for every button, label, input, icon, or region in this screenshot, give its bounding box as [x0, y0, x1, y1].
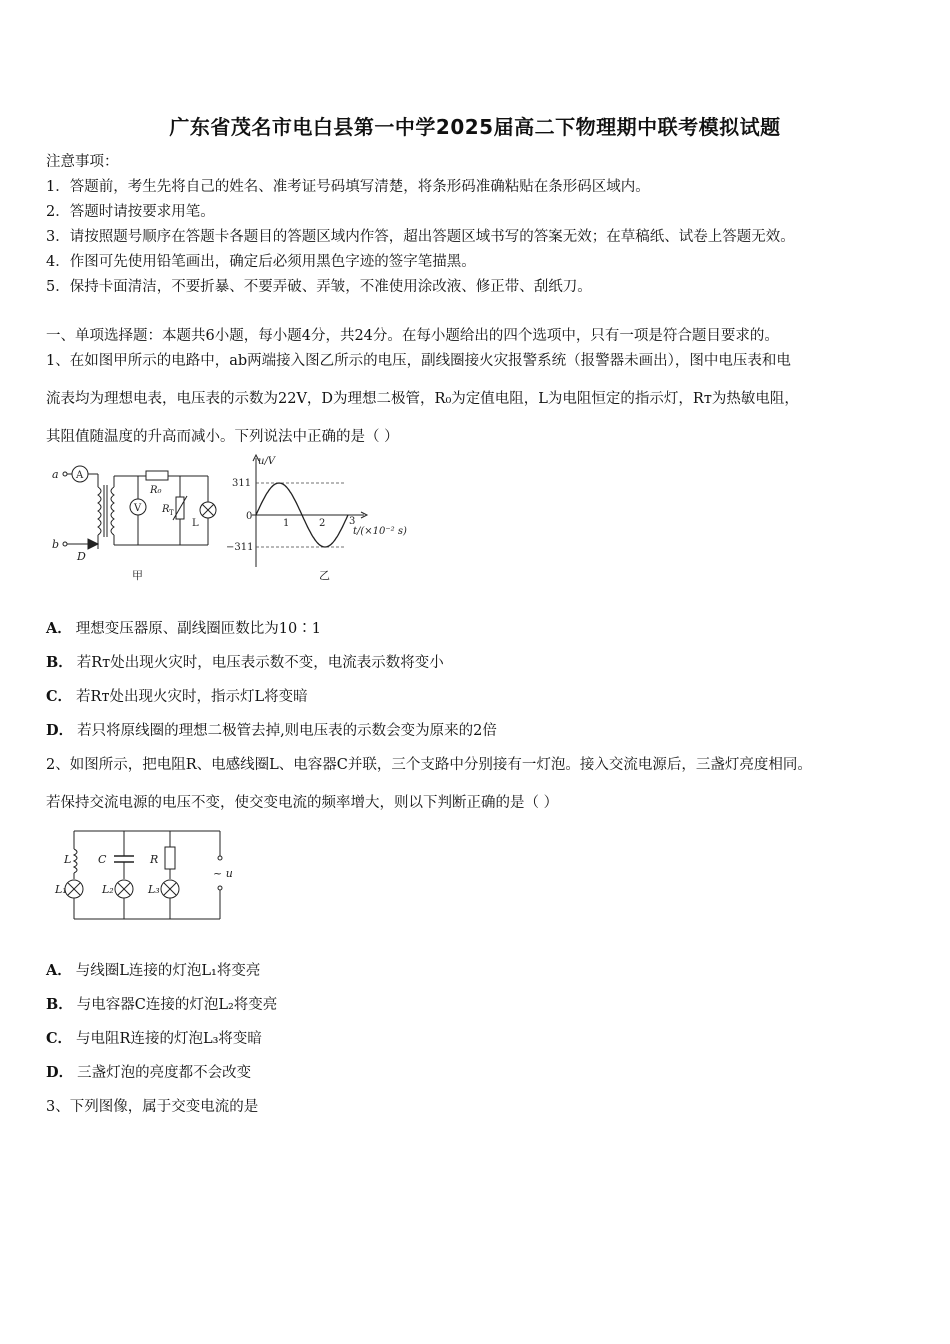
label-ammeter: A — [76, 470, 84, 481]
diode-icon — [88, 539, 98, 549]
notice-item: 4．作图可先使用铅笔画出，确定后必须用黑色字迹的签字笔描黑。 — [46, 254, 476, 270]
t1-label: 1 — [283, 518, 290, 529]
label-lamp: L — [192, 518, 199, 529]
label-r: R — [150, 853, 159, 866]
primary-coil-icon — [98, 487, 101, 535]
section-heading: 一、单项选择题：本题共6小题，每小题4分，共24分。在每小题给出的四个选项中，只有一项是符合题目要求的。 — [46, 328, 779, 344]
q2-option-c[interactable]: C． 与电阻R连接的灯泡L₃将变暗 — [46, 1030, 262, 1047]
q3-stem: 3、下列图像，属于交变电流的是 — [46, 1099, 259, 1115]
label-l3: L₃ — [148, 883, 160, 896]
caption-right: 乙 — [319, 569, 330, 582]
r0-resistor-icon — [146, 471, 168, 480]
notice-heading: 注意事项： — [46, 154, 119, 170]
label-l1: L₁ — [55, 883, 67, 896]
q1-stem-line: 其阻值随温度的升高而减小。下列说法中正确的是（ ） — [46, 429, 399, 445]
t2-label: 2 — [319, 518, 326, 529]
q2-figure — [50, 823, 250, 923]
y-min-label: −311 — [226, 542, 254, 553]
label-r0: R₀ — [150, 485, 162, 496]
resistor-icon — [165, 847, 175, 869]
y-axis-label: u/V — [258, 456, 276, 467]
waveform-plot — [226, 455, 407, 582]
q2-option-a[interactable]: A． 与线圈L连接的灯泡L₁将变亮 — [46, 962, 261, 979]
q2-option-b[interactable]: B． 与电容器C连接的灯泡L₂将变亮 — [46, 996, 278, 1013]
q2-option-d[interactable]: D． 三盏灯泡的亮度都不会改变 — [46, 1064, 252, 1081]
q1-stem-line: 1、在如图甲所示的电路中，ab两端接入图乙所示的电压，副线圈接火灾报警系统（报警器未画出），图中电压表和电 — [46, 353, 791, 369]
label-d: D — [77, 550, 86, 563]
inductor-icon — [74, 849, 77, 873]
notice-item: 2．答题时请按要求用笔。 — [46, 204, 215, 220]
label-l: L — [64, 853, 72, 866]
label-voltmeter: V — [134, 503, 142, 514]
origin-label: 0 — [246, 511, 253, 522]
secondary-coil-icon — [111, 487, 114, 535]
q1-option-d[interactable]: D． 若只将原线圈的理想二极管去掉,则电压表的示数会变为原来的2倍 — [46, 722, 497, 739]
caption-left: 甲 — [132, 569, 143, 582]
label-rt-sub: T — [169, 509, 174, 517]
q1-figure — [46, 452, 426, 587]
q1-stem-line: 流表均为理想电表，电压表的示数为22V，D为理想二极管，R₀为定值电阻，L为电阻恒定的指示灯，Rт为热敏电阻， — [46, 391, 799, 407]
q2-stem-line: 2、如图所示，把电阻R、电感线圈L、电容器C并联，三个支路中分别接有一灯泡。接入交流电源后，三盏灯亮度相同。 — [46, 757, 812, 773]
label-source: ~ u — [213, 867, 233, 880]
label-b: b — [52, 538, 60, 551]
label-l2: L₂ — [102, 883, 114, 896]
notice-item: 1．答题前，考生先将自己的姓名、准考证号码填写清楚，将条形码准确粘贴在条形码区域内。 — [46, 179, 650, 195]
t3-label: 3 — [349, 516, 356, 527]
label-c: C — [98, 853, 107, 866]
terminal-b-icon — [63, 542, 67, 546]
notice-item: 5．保持卡面清洁，不要折暴、不要弄破、弄皱，不准使用涂改液、修正带、刮纸刀。 — [46, 279, 592, 295]
source-terminal-icon — [218, 856, 222, 860]
label-rt: R — [162, 504, 170, 515]
x-axis-label: t/(×10⁻² s) — [353, 526, 407, 537]
page-title: 广东省茂名市电白县第一中学2025届高二下物理期中联考模拟试题 — [169, 115, 781, 139]
terminal-a-icon — [63, 472, 67, 476]
q1-option-b[interactable]: B． 若Rт处出现火灾时，电压表示数不变，电流表示数将变小 — [46, 654, 444, 671]
q1-option-c[interactable]: C． 若Rт处出现火灾时，指示灯L将变暗 — [46, 688, 308, 705]
notice-item: 3．请按照题号顺序在答题卡各题目的答题区域内作答，超出答题区域书写的答案无效；在草稿纸、试卷上答题无效。 — [46, 229, 795, 245]
label-a: a — [52, 468, 59, 481]
q1-option-a[interactable]: A． 理想变压器原、副线圈匝数比为10∶1 — [46, 620, 321, 637]
q2-stem-line: 若保持交流电源的电压不变，使交变电流的频率增大，则以下判断正确的是（ ） — [46, 795, 559, 811]
y-max-label: 311 — [232, 478, 252, 489]
